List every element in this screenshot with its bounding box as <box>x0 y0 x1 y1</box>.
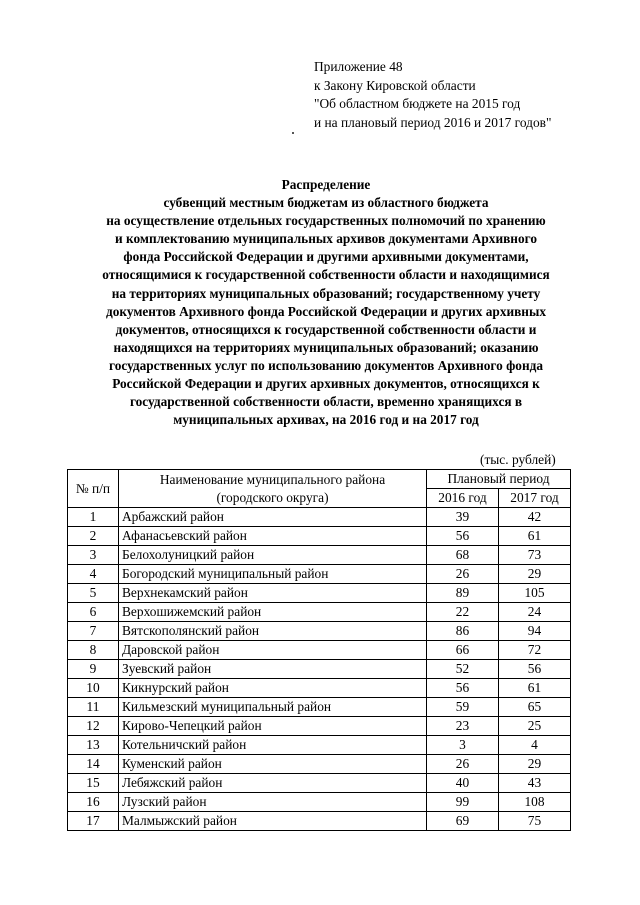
title-line: документов Архивного фонда Российской Федерации и других архивных <box>106 303 546 319</box>
value-2016: 22 <box>427 603 499 622</box>
table-row <box>68 736 571 755</box>
district-name: Кикнурский район <box>119 679 427 698</box>
table-row <box>68 812 571 831</box>
title-line: муниципальных архивах, на 2016 год и на 2017 год <box>173 412 479 428</box>
district-name: Даровской район <box>119 641 427 660</box>
value-2016: 23 <box>427 717 499 736</box>
value-2016: 86 <box>427 622 499 641</box>
value-2016: 89 <box>427 584 499 603</box>
header-num: № п/п <box>68 470 119 508</box>
district-name: Лебяжский район <box>119 774 427 793</box>
table-row <box>68 717 571 736</box>
value-2017: 72 <box>499 641 571 660</box>
value-2017: 108 <box>499 793 571 812</box>
header-name-line2: (городского округа) <box>216 489 329 505</box>
row-number: 2 <box>68 527 119 546</box>
value-2017: 56 <box>499 660 571 679</box>
value-2016: 3 <box>427 736 499 755</box>
row-number: 5 <box>68 584 119 603</box>
row-number: 17 <box>68 812 119 831</box>
value-2016: 68 <box>427 546 499 565</box>
header-plan-period: Плановый период <box>427 470 571 489</box>
title-line: относящимися к государственной собственности области и находящимися <box>102 267 550 283</box>
table-row <box>68 622 571 641</box>
district-name: Белохолуницкий район <box>119 546 427 565</box>
district-name: Котельничский район <box>119 736 427 755</box>
district-name: Кильмезский муниципальный район <box>119 698 427 717</box>
value-2017: 61 <box>499 679 571 698</box>
district-name: Куменский район <box>119 755 427 774</box>
title-line: Российской Федерации и других архивных документов, относящихся к <box>112 376 540 392</box>
value-2017: 94 <box>499 622 571 641</box>
district-name: Малмыжский район <box>119 812 427 831</box>
value-2017: 29 <box>499 565 571 584</box>
value-2016: 56 <box>427 679 499 698</box>
table-row <box>68 527 571 546</box>
appendix-reference <box>314 58 551 132</box>
district-name: Арбажский район <box>119 508 427 527</box>
district-name: Афанасьевский район <box>119 527 427 546</box>
row-number: 7 <box>68 622 119 641</box>
row-number: 14 <box>68 755 119 774</box>
title-line: на осуществление отдельных государственных полномочий по хранению <box>106 213 546 229</box>
row-number: 12 <box>68 717 119 736</box>
appendix-law-title-1: "Об областном бюджете на 2015 год <box>314 96 521 111</box>
table-row <box>68 698 571 717</box>
row-number: 15 <box>68 774 119 793</box>
district-name: Верхнекамский район <box>119 584 427 603</box>
value-2016: 66 <box>427 641 499 660</box>
district-name: Богородский муниципальный район <box>119 565 427 584</box>
value-2017: 24 <box>499 603 571 622</box>
title-line: государственной собственности области, временно хранящихся в <box>129 394 523 410</box>
value-2017: 29 <box>499 755 571 774</box>
header-2017: 2017 год <box>499 489 571 508</box>
table-row <box>68 641 571 660</box>
table-row <box>68 774 571 793</box>
table-row <box>68 603 571 622</box>
header-name-line1: Наименование муниципального района <box>159 471 386 487</box>
document-title <box>60 176 592 429</box>
district-name: Вятскополянский район <box>119 622 427 641</box>
value-2016: 56 <box>427 527 499 546</box>
value-2016: 69 <box>427 812 499 831</box>
row-number: 13 <box>68 736 119 755</box>
value-2016: 26 <box>427 565 499 584</box>
value-2017: 43 <box>499 774 571 793</box>
row-number: 11 <box>68 698 119 717</box>
appendix-law-ref: к Закону Кировской области <box>314 77 476 93</box>
title-line: на территориях муниципальных образований; государственному учету <box>111 285 541 301</box>
title-line: государственных услуг по использованию документов Архивного фонда <box>109 357 543 373</box>
appendix-number: Приложение 48 <box>314 59 403 74</box>
title-line: субвенций местным бюджетам из областного бюджета <box>163 195 489 211</box>
row-number: 16 <box>68 793 119 812</box>
value-2016: 52 <box>427 660 499 679</box>
value-2017: 61 <box>499 527 571 546</box>
subvention-table <box>67 469 571 831</box>
row-number: 8 <box>68 641 119 660</box>
value-2017: 25 <box>499 717 571 736</box>
value-2017: 4 <box>499 736 571 755</box>
district-name: Верхошижемский район <box>119 603 427 622</box>
units-label: (тыс. рублей) <box>480 452 556 467</box>
header-name <box>119 470 427 508</box>
value-2017: 105 <box>499 584 571 603</box>
appendix-law-title-2: и на плановый период 2016 и 2017 годов" <box>314 114 552 130</box>
value-2017: 73 <box>499 546 571 565</box>
table-body <box>68 508 571 831</box>
table-row <box>68 679 571 698</box>
table-row <box>68 565 571 584</box>
value-2017: 75 <box>499 812 571 831</box>
title-line: находящихся на территориях муниципальных образований; оказанию <box>113 339 539 355</box>
title-line: документов, относящихся к государственной собственности области и <box>115 321 537 337</box>
table-row <box>68 660 571 679</box>
district-name: Зуевский район <box>119 660 427 679</box>
title-line: Распределение <box>281 177 371 192</box>
row-number: 1 <box>68 508 119 527</box>
row-number: 3 <box>68 546 119 565</box>
table-row <box>68 793 571 812</box>
value-2016: 99 <box>427 793 499 812</box>
value-2016: 39 <box>427 508 499 527</box>
table-row <box>68 584 571 603</box>
value-2016: 40 <box>427 774 499 793</box>
value-2017: 65 <box>499 698 571 717</box>
value-2016: 59 <box>427 698 499 717</box>
value-2016: 26 <box>427 755 499 774</box>
table-row <box>68 508 571 527</box>
district-name: Лузский район <box>119 793 427 812</box>
header-2016: 2016 год <box>427 489 499 508</box>
row-number: 10 <box>68 679 119 698</box>
table-row <box>68 755 571 774</box>
title-line: фонда Российской Федерации и другими архивными документами, <box>123 249 529 265</box>
row-number: 6 <box>68 603 119 622</box>
district-name: Кирово-Чепецкий район <box>119 717 427 736</box>
scan-speck <box>292 132 294 134</box>
title-line: и комплектованию муниципальных архивов документами Архивного <box>115 231 537 247</box>
row-number: 9 <box>68 660 119 679</box>
row-number: 4 <box>68 565 119 584</box>
table-row <box>68 546 571 565</box>
value-2017: 42 <box>499 508 571 527</box>
